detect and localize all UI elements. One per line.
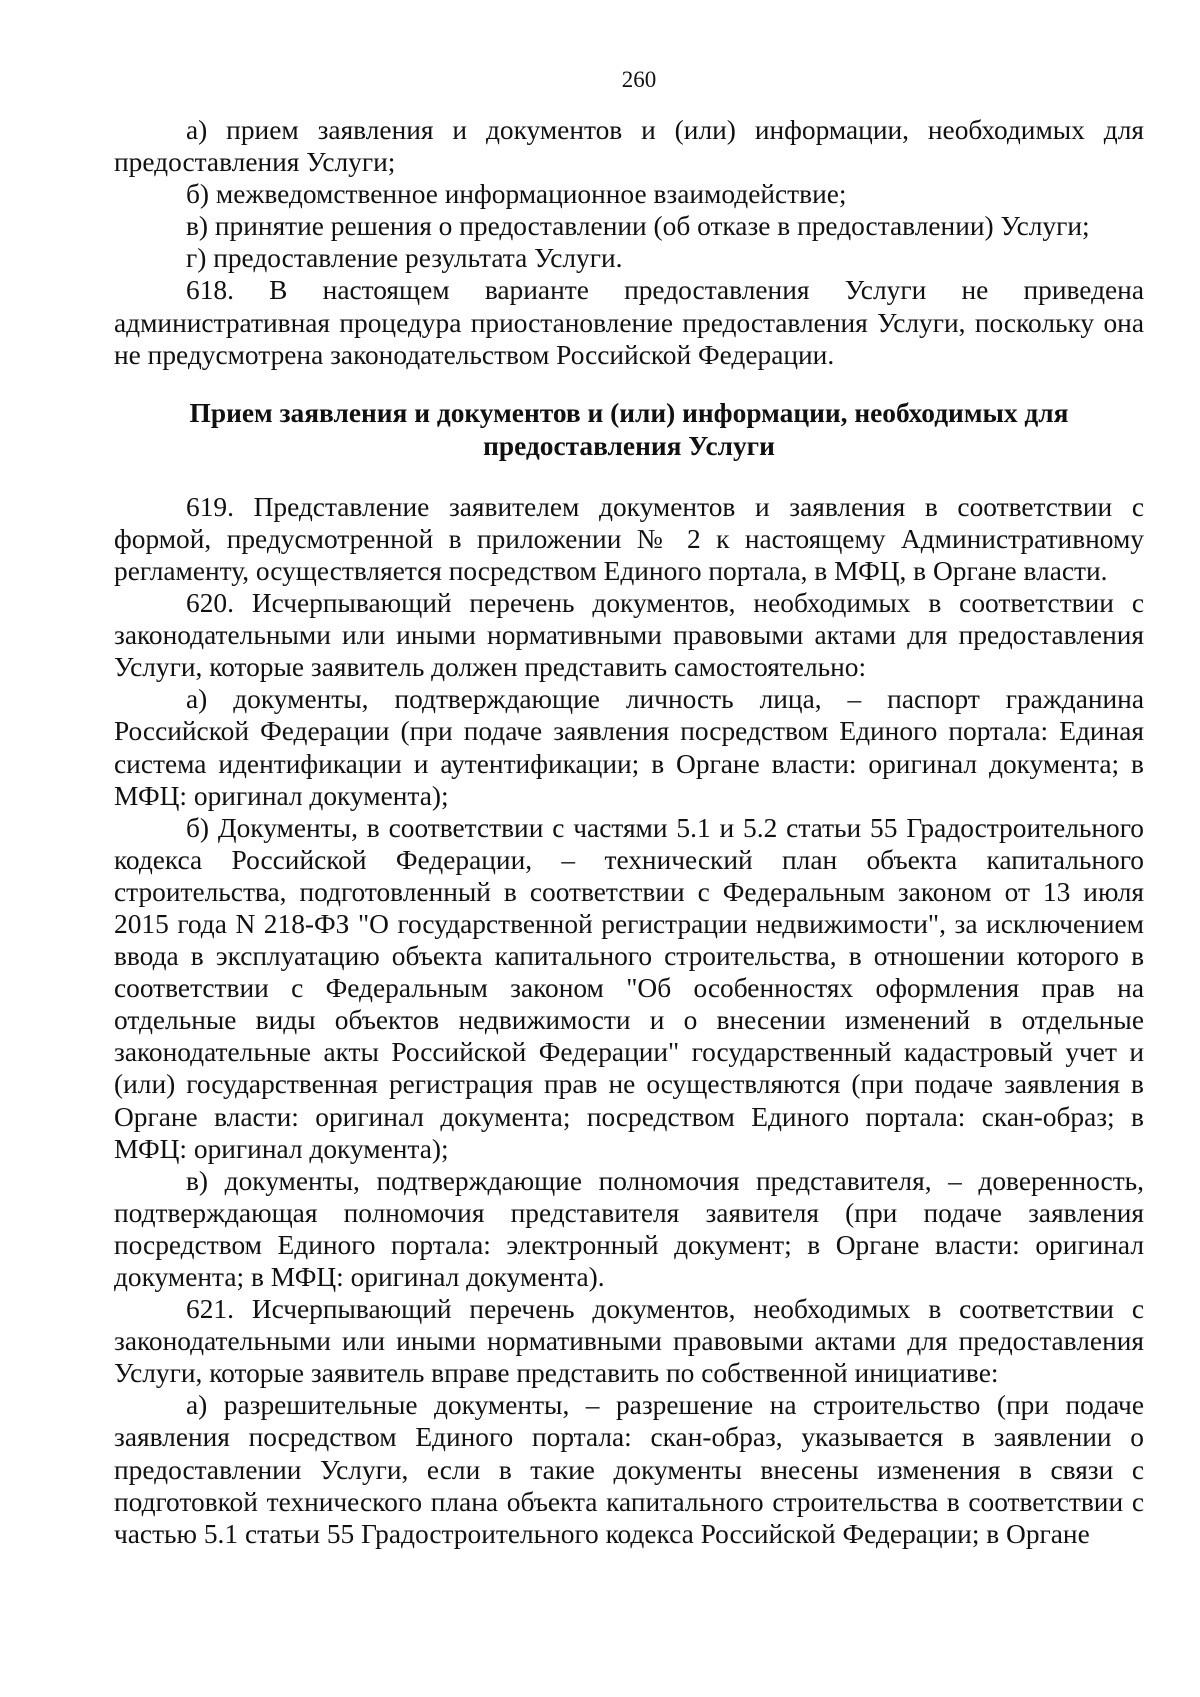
paragraph-620-b: б) Документы, в соответствии с частями 5.1 и 5.2 статьи 55 Градостроительного кодекса Российской Федерации, – технический план объекта капитального строительства, подготовленный в соответствии с Федеральным законом от 13 июля 2015 года N 218-ФЗ "О государственной регистрации недвижимости", за исключением ввода в эксплуатацию объекта капитального строительства, в отношении которого в соответствии с Федеральным законом "Об особенностях оформления прав на отдельные виды объектов недвижимости и о внесении изменений в отдельные законодательные акты Российской Федерации" государственный кадастровый учет и (или) государственная регистрация прав не осуществляются (при подаче заявления в Органе власти: оригинал документа; посредством Единого портала: скан-образ; в МФЦ: оригинал документа); <box>114 812 1144 1164</box>
paragraph-620: 620. Исчерпывающий перечень документов, необходимых в соответствии с законодательными или иными нормативными правовыми актами для предоставления Услуги, которые заявитель должен представить самостоятельно: <box>114 588 1144 683</box>
paragraph-619: 619. Представление заявителем документов и заявления в соответствии с формой, предусмотренной в приложении № 2 к настоящему Административному регламенту, осуществляется посредством Единого портала, в МФЦ, в Органе власти. <box>114 491 1144 586</box>
section-heading: Прием заявления и документов и (или) информации, необходимых для предоставления Услуги <box>189 397 1069 461</box>
paragraph-item-g: г) предоставление результата Услуги. <box>186 243 623 274</box>
paragraph-item-a: а) прием заявления и документов и (или) информации, необходимых для предоставления Услуги; <box>114 115 1144 178</box>
paragraph-621-a: а) разрешительные документы, – разрешение на строительство (при подаче заявления посредством Единого портала: скан-образ, указывается в заявлении о предоставлении Услуги, если в такие документы внесены изменения в связи с подготовкой технического плана объекта капитального строительства в соответствии с частью 5.1 статьи 55 Градостроительного кодекса Российской Федерации; в Органе <box>114 1390 1144 1549</box>
paragraph-621: 621. Исчерпывающий перечень документов, необходимых в соответствии с законодательными или иными нормативными правовыми актами для предоставления Услуги, которые заявитель вправе представить по собственной инициативе: <box>114 1294 1144 1389</box>
page-number: 260 <box>621 67 657 92</box>
paragraph-item-b: б) межведомственное информационное взаимодействие; <box>186 179 847 210</box>
paragraph-618: 618. В настоящем варианте предоставления Услуги не приведена административная процедура приостановление предоставления Услуги, поскольку она не предусмотрена законодательством Российской Федерации. <box>114 275 1144 370</box>
paragraph-620-a: а) документы, подтверждающие личность лица, – паспорт гражданина Российской Федерации (при подаче заявления посредством Единого портала: Единая система идентификации и аутентификации; в Органе власти: оригинал документа; в МФЦ: оригинал документа); <box>114 684 1144 811</box>
document-page <box>114 66 1144 1550</box>
paragraph-620-v: в) документы, подтверждающие полномочия представителя, – доверенность, подтверждающая полномочия представителя заявителя (при подаче заявления посредством Единого портала: электронный документ; в Органе власти: оригинал документа; в МФЦ: оригинал документа). <box>114 1165 1144 1292</box>
paragraph-item-v: в) принятие решения о предоставлении (об отказе в предоставлении) Услуги; <box>186 211 1090 242</box>
